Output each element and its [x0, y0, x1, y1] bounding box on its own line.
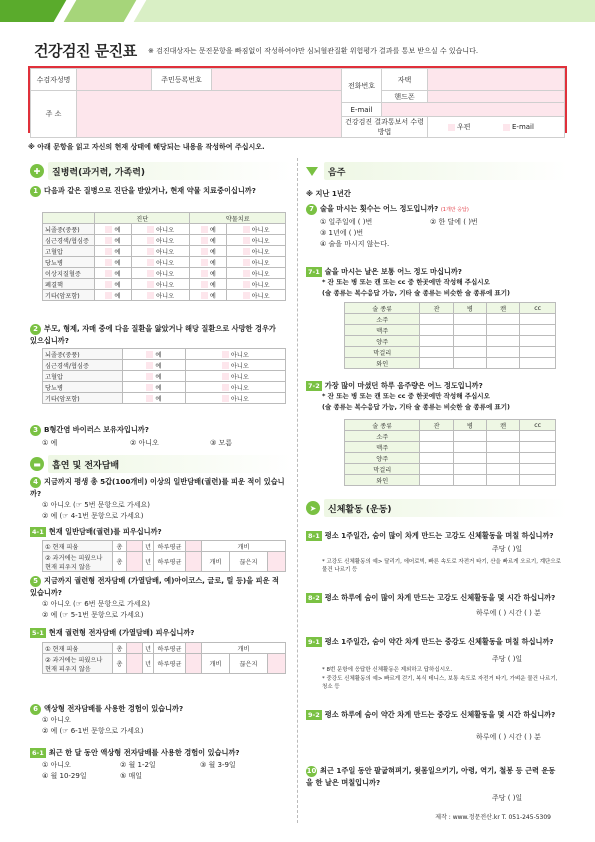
- e-quit-years-field[interactable]: [268, 654, 286, 674]
- question-text: 지금까지 궐련형 전자담배 (가열담배, 예)아이코스, 글로, 릴 등)을 피운 적 있습니까?: [30, 576, 279, 597]
- question-text: 술을 마시는 횟수는 어느 정도입니까?: [320, 204, 439, 213]
- amount-cell[interactable]: [420, 453, 453, 464]
- q7-2-table: [344, 419, 556, 486]
- yes-option[interactable]: 예: [190, 246, 227, 257]
- question-text: 최근 한 달 동안 액상형 전자담배를 사용한 경험이 있습니까?: [48, 748, 240, 757]
- amount-cell[interactable]: [486, 358, 519, 369]
- table-row: [345, 431, 556, 442]
- past-years-field[interactable]: [127, 552, 143, 572]
- amount-cell[interactable]: [486, 464, 519, 475]
- column-header: 병: [453, 420, 486, 431]
- no-option[interactable]: 아니오: [131, 268, 190, 279]
- q7-2-sub: * 잔 또는 병 또는 캔 또는 cc 중 한곳에만 작성해 주십시오: [322, 392, 490, 400]
- yes-option[interactable]: 예: [190, 257, 227, 268]
- q7-1-sub: * 잔 또는 병 또는 캔 또는 cc 중 한곳에만 작성해 주십시오: [322, 278, 490, 286]
- no-option[interactable]: 아니오: [227, 268, 286, 279]
- no-option[interactable]: 아니오: [185, 382, 285, 393]
- table-row: [345, 464, 556, 475]
- question-text: B형간염 바이러스 보유자입니까?: [44, 425, 149, 434]
- no-option[interactable]: 아니오: [185, 360, 285, 371]
- question-text: 다음과 같은 질병으로 진단을 받았거나, 현재 약물 치료중이십니까?: [44, 186, 256, 195]
- drink-type: 양주: [345, 336, 420, 347]
- no-option[interactable]: 아니오: [185, 371, 285, 382]
- question-5: 5 지금까지 궐련형 전자담배 (가열담배, 예)아이코스, 글로, 릴 등)을 피운 적 있습니까?: [30, 576, 279, 597]
- no-option[interactable]: 아니오: [227, 290, 286, 301]
- amount-cell[interactable]: [453, 442, 486, 453]
- question-6: 6 액상형 전자담배를 사용한 경험이 있습니까?: [30, 703, 285, 715]
- question-text: 평소 1주일간, 숨이 약간 차게 만드는 중강도 신체활동을 며칠 하십니까?: [324, 637, 554, 646]
- yes-option[interactable]: 예: [95, 224, 132, 235]
- amount-cell[interactable]: [453, 314, 486, 325]
- post-label: 우편: [457, 123, 471, 131]
- question-text: 술을 마시는 날은 보통 어느 정도 마십니까?: [324, 267, 462, 276]
- column-header: 잔: [420, 303, 453, 314]
- yes-option[interactable]: 예: [95, 268, 132, 279]
- amount-cell[interactable]: [420, 314, 453, 325]
- question-1: 1 다음과 같은 질병으로 진단을 받았거나, 현재 약물 치료중이십니까?: [30, 185, 285, 197]
- drink-type: 맥주: [345, 442, 420, 453]
- q7-option-2[interactable]: ② 한 달에 ( )번: [430, 218, 478, 226]
- q6-option-2[interactable]: ② 예 (☞ 6-1번 문항으로 가세요): [42, 727, 144, 735]
- column-header: 캔: [486, 420, 519, 431]
- e-past-years-field[interactable]: [127, 654, 143, 674]
- q6-1-option-3[interactable]: ③ 월 3-9일: [200, 761, 236, 769]
- amount-cell[interactable]: [420, 347, 453, 358]
- no-option[interactable]: 아니오: [227, 224, 286, 235]
- q7-2-sub2: (술 종류는 복수응답 가능, 기타 술 종류는 비슷한 술 종류에 표기): [322, 403, 511, 411]
- q3-option-3[interactable]: ③ 모름: [210, 439, 233, 447]
- amount-cell[interactable]: [453, 336, 486, 347]
- q6-1-option-5[interactable]: ⑤ 매일: [120, 772, 143, 780]
- no-option[interactable]: 아니오: [227, 279, 286, 290]
- mobile-label: 핸드폰: [382, 91, 428, 103]
- col-medication: 약물치료: [190, 213, 286, 224]
- q6-option-1[interactable]: ① 아니오: [42, 716, 71, 724]
- amount-cell[interactable]: [486, 347, 519, 358]
- column-divider: [297, 158, 298, 823]
- amount-cell[interactable]: [486, 325, 519, 336]
- table-row: [43, 360, 286, 371]
- q7-option-1[interactable]: ① 일주일에 ( )번: [320, 218, 373, 226]
- yes-option[interactable]: 예: [95, 290, 132, 301]
- question-text: 최근 1주일 동안 팔굽혀펴기, 윗몸일으키기, 아령, 역기, 철봉 등 근력 운동을 한 날은 며칠입니까?: [306, 766, 556, 787]
- disease-label: 심근경색/협심증: [43, 360, 123, 371]
- past-per-day-field[interactable]: [185, 552, 201, 572]
- amount-cell[interactable]: [453, 358, 486, 369]
- quit-years-field[interactable]: [268, 552, 286, 572]
- yes-option[interactable]: 예: [190, 268, 227, 279]
- amount-cell[interactable]: [420, 431, 453, 442]
- no-option[interactable]: 아니오: [131, 246, 190, 257]
- no-option[interactable]: 아니오: [227, 235, 286, 246]
- no-option[interactable]: 아니오: [131, 257, 190, 268]
- notice-text: ※ 검진대상자는 문진문항을 빠짐없이 작성하여야만 심뇌혈관질환 위험평가 결과를 통보 받으실 수 있습니다.: [148, 47, 479, 55]
- table-row: [43, 224, 286, 235]
- question-9-2: 9-2 평소 하루에 숨이 약간 차게 만드는 중강도 신체활동을 몇 시간 하십니까?: [308, 710, 556, 719]
- email-label: E-mail: [342, 103, 382, 117]
- section-smoking: [30, 455, 292, 473]
- amount-cell[interactable]: [520, 314, 556, 325]
- amount-cell[interactable]: [453, 475, 486, 486]
- table-row: [43, 290, 286, 301]
- question-7: 7 술을 마시는 횟수는 어느 정도입니까? (1개만 응답): [306, 203, 566, 216]
- table-row: [345, 325, 556, 336]
- drink-type: 와인: [345, 475, 420, 486]
- no-option[interactable]: 아니오: [185, 393, 285, 404]
- yes-option[interactable]: 예: [190, 290, 227, 301]
- amount-cell[interactable]: [420, 325, 453, 336]
- table-row: [43, 268, 286, 279]
- email-option-label: E-mail: [512, 123, 534, 131]
- address-field[interactable]: [77, 91, 342, 138]
- column-header: 술 종류: [345, 420, 420, 431]
- section-alcohol: [306, 162, 568, 180]
- disease-label: 뇌졸중(중풍): [43, 224, 95, 235]
- email-checkbox[interactable]: [503, 124, 510, 131]
- table-row: [345, 475, 556, 486]
- table-row: [345, 358, 556, 369]
- e-years-field[interactable]: [127, 643, 143, 654]
- q8-2-answer[interactable]: 하루에 ( ) 시간 ( ) 분: [476, 609, 541, 617]
- no-option[interactable]: 아니오: [227, 257, 286, 268]
- disease-label: 이상지질혈증: [43, 268, 95, 279]
- question-4: 4 지금까지 평생 총 5갑(100개비) 이상의 일반담배(궐련)를 피운 적이 있습니까?: [30, 477, 285, 498]
- question-text: 현재 궐련형 전자담배 (가열담배) 피우십니까?: [48, 628, 195, 637]
- question-text: 가장 많이 마셨던 하루 음주량은 어느 정도입니까?: [324, 381, 483, 390]
- disease-label: 고혈압: [43, 371, 123, 382]
- yes-option[interactable]: 예: [123, 393, 186, 404]
- yes-option[interactable]: 예: [95, 279, 132, 290]
- disease-label: 당뇨병: [43, 382, 123, 393]
- question-5-1: 5-1 현재 궐련형 전자담배 (가열담배) 피우십니까?: [32, 628, 195, 637]
- amount-cell[interactable]: [453, 431, 486, 442]
- question-9-1: 9-1 평소 1주일간, 숨이 약간 차게 만드는 중강도 신체활동을 며칠 하십니까?: [308, 637, 554, 646]
- yes-option[interactable]: 예: [190, 279, 227, 290]
- column-header: 병: [453, 303, 486, 314]
- q7-1-sub2: (술 종류는 복수응답 가능, 기타 술 종류는 비슷한 술 종류에 표기): [322, 289, 511, 297]
- question-text: 현재 일반담배(궐련)를 피우십니까?: [48, 527, 162, 536]
- e-per-day-field[interactable]: [185, 643, 201, 654]
- q10-answer[interactable]: 주당 ( )일: [492, 794, 523, 802]
- section-title: 흡연 및 전자담배: [52, 460, 120, 471]
- amount-cell[interactable]: [486, 475, 519, 486]
- question-6-1: 6-1 최근 한 달 동안 액상형 전자담배를 사용한 경험이 있습니까?: [32, 748, 240, 757]
- q8-1-note: * 고강도 신체활동의 예> 달리기, 에어로빅, 빠른 속도로 자전거 타기, 산을 빠르게 오르기, 계단으로 물건 나르기 등: [322, 559, 561, 573]
- drink-type: 양주: [345, 453, 420, 464]
- runner-icon: ➤: [306, 501, 320, 515]
- question-8-2: 8-2 평소 하루에 숨이 많이 차게 만드는 고강도 신체활동을 몇 시간 하십니까?: [308, 593, 556, 602]
- email-field[interactable]: [382, 103, 565, 117]
- question-2: 2 부모, 형제, 자매 중에 다음 질환을 앓았거나 해당 질환으로 사망한 경우가 있으십니까?: [30, 324, 276, 345]
- table-row: [43, 371, 286, 382]
- yes-option[interactable]: 예: [190, 224, 227, 235]
- per-day-field[interactable]: [185, 541, 201, 552]
- drink-type: 소주: [345, 431, 420, 442]
- no-option[interactable]: 아니오: [131, 279, 190, 290]
- amount-cell[interactable]: [520, 464, 556, 475]
- table-row: [345, 347, 556, 358]
- no-option[interactable]: 아니오: [131, 290, 190, 301]
- col-diagnosis: 진단: [95, 213, 190, 224]
- q2-table: [42, 348, 286, 404]
- yes-option[interactable]: 예: [190, 235, 227, 246]
- question-10: 10 최근 1주일 동안 팔굽혀펴기, 윗몸일으키기, 아령, 역기, 철봉 등 근력 운동을 한 날은 며칠입니까?: [306, 766, 556, 787]
- q7-option-4[interactable]: ④ 술을 마시지 않는다.: [320, 240, 390, 248]
- personal-info-form: [28, 66, 567, 136]
- yes-option[interactable]: 예: [123, 371, 186, 382]
- section-title: 질병력(과거력, 가족력): [52, 167, 146, 178]
- table-row: [43, 279, 286, 290]
- table-row: [345, 336, 556, 347]
- years-field[interactable]: [127, 541, 143, 552]
- disease-label: 기타(암포함): [43, 393, 123, 404]
- table-row: [43, 349, 286, 360]
- q1-table: [42, 212, 286, 301]
- q4-1-table: ① 현재 피움 총 년 하루평균 개비 ② 과거에는 피웠으나 현재 피우지 않음 총 년 하루평균 개비 끊은지: [42, 540, 286, 572]
- e-past-per-day-field[interactable]: [185, 654, 201, 674]
- amount-cell[interactable]: [420, 475, 453, 486]
- section-title: 신체활동 (운동): [328, 504, 392, 515]
- q4-option-2[interactable]: ② 예 (☞ 4-1번 문항으로 가세요): [42, 512, 144, 520]
- column-header: cc: [520, 420, 556, 431]
- amount-cell[interactable]: [520, 475, 556, 486]
- question-text: 부모, 형제, 자매 중에 다음 질환을 앓았거나 해당 질환으로 사망한 경우가 있으십니까?: [30, 324, 276, 345]
- amount-cell[interactable]: [486, 314, 519, 325]
- address-label: 주 소: [31, 91, 77, 138]
- amount-cell[interactable]: [520, 358, 556, 369]
- q7-1-table: [344, 302, 556, 369]
- q9-1-note2: * 중강도 신체활동의 예> 빠르게 걷기, 복식 테니스, 보통 속도로 자전거 타기, 가벼운 물건 나르기, 청소 등: [322, 676, 558, 690]
- footer-credit: 제작 : www.정문전산.kr T. 051-245-5309: [435, 814, 551, 821]
- glass-icon: [306, 167, 318, 176]
- drink-type: 맥주: [345, 325, 420, 336]
- question-text: 지금까지 평생 총 5갑(100개비) 이상의 일반담배(궐련)를 피운 적이 있습니까?: [30, 477, 285, 498]
- disease-label: 고혈압: [43, 246, 95, 257]
- question-4-1: 4-1 현재 일반담배(궐련)를 피우십니까?: [32, 527, 162, 536]
- drink-type: 막걸리: [345, 464, 420, 475]
- current-smoking-label: ① 현재 피움: [43, 541, 113, 552]
- past-smoking-label: ② 과거에는 피웠으나 현재 피우지 않음: [43, 552, 113, 572]
- name-field[interactable]: [77, 69, 152, 91]
- q3-option-1[interactable]: ① 예: [42, 439, 58, 447]
- yes-option[interactable]: 예: [123, 360, 186, 371]
- question-text: 평소 하루에 숨이 약간 차게 만드는 중강도 신체활동을 몇 시간 하십니까?: [324, 710, 556, 719]
- q5-1-table: ① 현재 피움 총 년 하루평균 개비 ② 과거에는 피웠으나 현재 피우지 않음 총 년 하루평균 개비 끊은지: [42, 642, 286, 674]
- amount-cell[interactable]: [420, 442, 453, 453]
- q8-1-answer[interactable]: 주당 ( )일: [492, 545, 523, 553]
- amount-cell[interactable]: [520, 325, 556, 336]
- q6-1-option-1[interactable]: ① 아니오: [42, 761, 71, 769]
- q5-option-2[interactable]: ② 예 (☞ 5-1번 문항으로 가세요): [42, 611, 144, 619]
- disease-label: 기타(암포함): [43, 290, 95, 301]
- question-7-2: 7-2 가장 많이 마셨던 하루 음주량은 어느 정도입니까?: [308, 381, 483, 390]
- column-header: 캔: [486, 303, 519, 314]
- no-option[interactable]: 아니오: [185, 349, 285, 360]
- mobile-field[interactable]: [428, 91, 565, 103]
- yes-option[interactable]: 예: [95, 257, 132, 268]
- disease-label: 뇌졸중(중풍): [43, 349, 123, 360]
- rrn-label: 주민등록번호: [152, 69, 212, 91]
- drink-type: 소주: [345, 314, 420, 325]
- column-header: cc: [520, 303, 556, 314]
- amount-cell[interactable]: [453, 325, 486, 336]
- question-text: 평소 하루에 숨이 많이 차게 만드는 고강도 신체활동을 몇 시간 하십니까?: [324, 593, 556, 602]
- home-label: 자택: [382, 69, 428, 91]
- table-row: [345, 442, 556, 453]
- column-header: 잔: [420, 420, 453, 431]
- q9-2-answer[interactable]: 하루에 ( ) 시간 ( ) 분: [476, 733, 541, 741]
- drink-type: 막걸리: [345, 347, 420, 358]
- amount-cell[interactable]: [486, 336, 519, 347]
- stethoscope-icon: ✚: [30, 164, 44, 178]
- no-option[interactable]: 아니오: [227, 246, 286, 257]
- home-phone-field[interactable]: [428, 69, 565, 91]
- name-label: 수검자성명: [31, 69, 77, 91]
- question-8-1: 8-1 평소 1주일간, 숨이 많이 차게 만드는 고강도 신체활동을 며칠 하십니까?: [308, 531, 554, 540]
- amount-cell[interactable]: [453, 347, 486, 358]
- table-row: [43, 235, 286, 246]
- amount-cell[interactable]: [520, 453, 556, 464]
- amount-cell[interactable]: [420, 464, 453, 475]
- amount-cell[interactable]: [520, 442, 556, 453]
- question-7-1: 7-1 술을 마시는 날은 보통 어느 정도 마십니까?: [308, 267, 462, 276]
- no-option[interactable]: 아니오: [131, 224, 190, 235]
- q7-option-3[interactable]: ③ 1년에 ( )번: [320, 229, 364, 237]
- question-text: 평소 1주일간, 숨이 많이 차게 만드는 고강도 신체활동을 며칠 하십니까?: [324, 531, 554, 540]
- yes-option[interactable]: 예: [123, 349, 186, 360]
- amount-cell[interactable]: [420, 358, 453, 369]
- q5-option-1[interactable]: ① 아니오 (☞ 6번 문항으로 가세요): [42, 600, 150, 608]
- drink-type: 와인: [345, 358, 420, 369]
- amount-cell[interactable]: [486, 431, 519, 442]
- table-row: [43, 393, 286, 404]
- section-exercise: [306, 499, 568, 517]
- amount-cell[interactable]: [520, 347, 556, 358]
- amount-cell[interactable]: [486, 453, 519, 464]
- phone-label: 전화번호: [342, 69, 382, 103]
- section-title: 음주: [328, 167, 346, 178]
- yes-option[interactable]: 예: [95, 246, 132, 257]
- table-row: [43, 257, 286, 268]
- table-row: [345, 453, 556, 464]
- amount-cell[interactable]: [453, 464, 486, 475]
- q3-option-2[interactable]: ② 아니오: [130, 439, 159, 447]
- disease-label: 폐결핵: [43, 279, 95, 290]
- amount-cell[interactable]: [520, 431, 556, 442]
- q7-pre: ※ 지난 1년간: [306, 189, 351, 198]
- q6-1-option-2[interactable]: ② 월 1-2일: [120, 761, 156, 769]
- section-medical-history: [30, 162, 292, 180]
- amount-cell[interactable]: [420, 336, 453, 347]
- q9-1-answer[interactable]: 주당 ( )일: [492, 655, 523, 663]
- q9-1-note1: * 8번 문항에 응답한 신체활동은 제외하고 답하십시오.: [322, 667, 453, 673]
- question-text: 액상형 전자담배를 사용한 경험이 있습니까?: [44, 704, 184, 713]
- amount-cell[interactable]: [453, 453, 486, 464]
- disease-label: 심근경색/협심증: [43, 235, 95, 246]
- amount-cell[interactable]: [520, 336, 556, 347]
- guide-text: ※ 아래 문항을 읽고 자신의 현재 상태에 해당되는 내용을 작성하여 주십시오.: [28, 143, 265, 151]
- rrn-field[interactable]: [212, 69, 342, 91]
- amount-cell[interactable]: [486, 442, 519, 453]
- table-row: [43, 246, 286, 257]
- no-option[interactable]: 아니오: [131, 235, 190, 246]
- yes-option[interactable]: 예: [123, 382, 186, 393]
- header-bar: [0, 0, 595, 22]
- yes-option[interactable]: 예: [95, 235, 132, 246]
- disease-label: 당뇨병: [43, 257, 95, 268]
- q6-1-option-4[interactable]: ④ 월 10-29일: [42, 772, 87, 780]
- question-3: 3 B형간염 바이러스 보유자입니까?: [30, 424, 285, 436]
- table-row: [345, 314, 556, 325]
- table-row: [43, 382, 286, 393]
- method-label: 건강검진 결과통보서 수령방법: [342, 117, 428, 138]
- column-header: 술 종류: [345, 303, 420, 314]
- cigarette-icon: ▬: [30, 457, 44, 471]
- page-title: 건강검진 문진표: [34, 42, 137, 60]
- post-checkbox[interactable]: [448, 124, 455, 131]
- q4-option-1[interactable]: ① 아니오 (☞ 5번 문항으로 가세요): [42, 501, 150, 509]
